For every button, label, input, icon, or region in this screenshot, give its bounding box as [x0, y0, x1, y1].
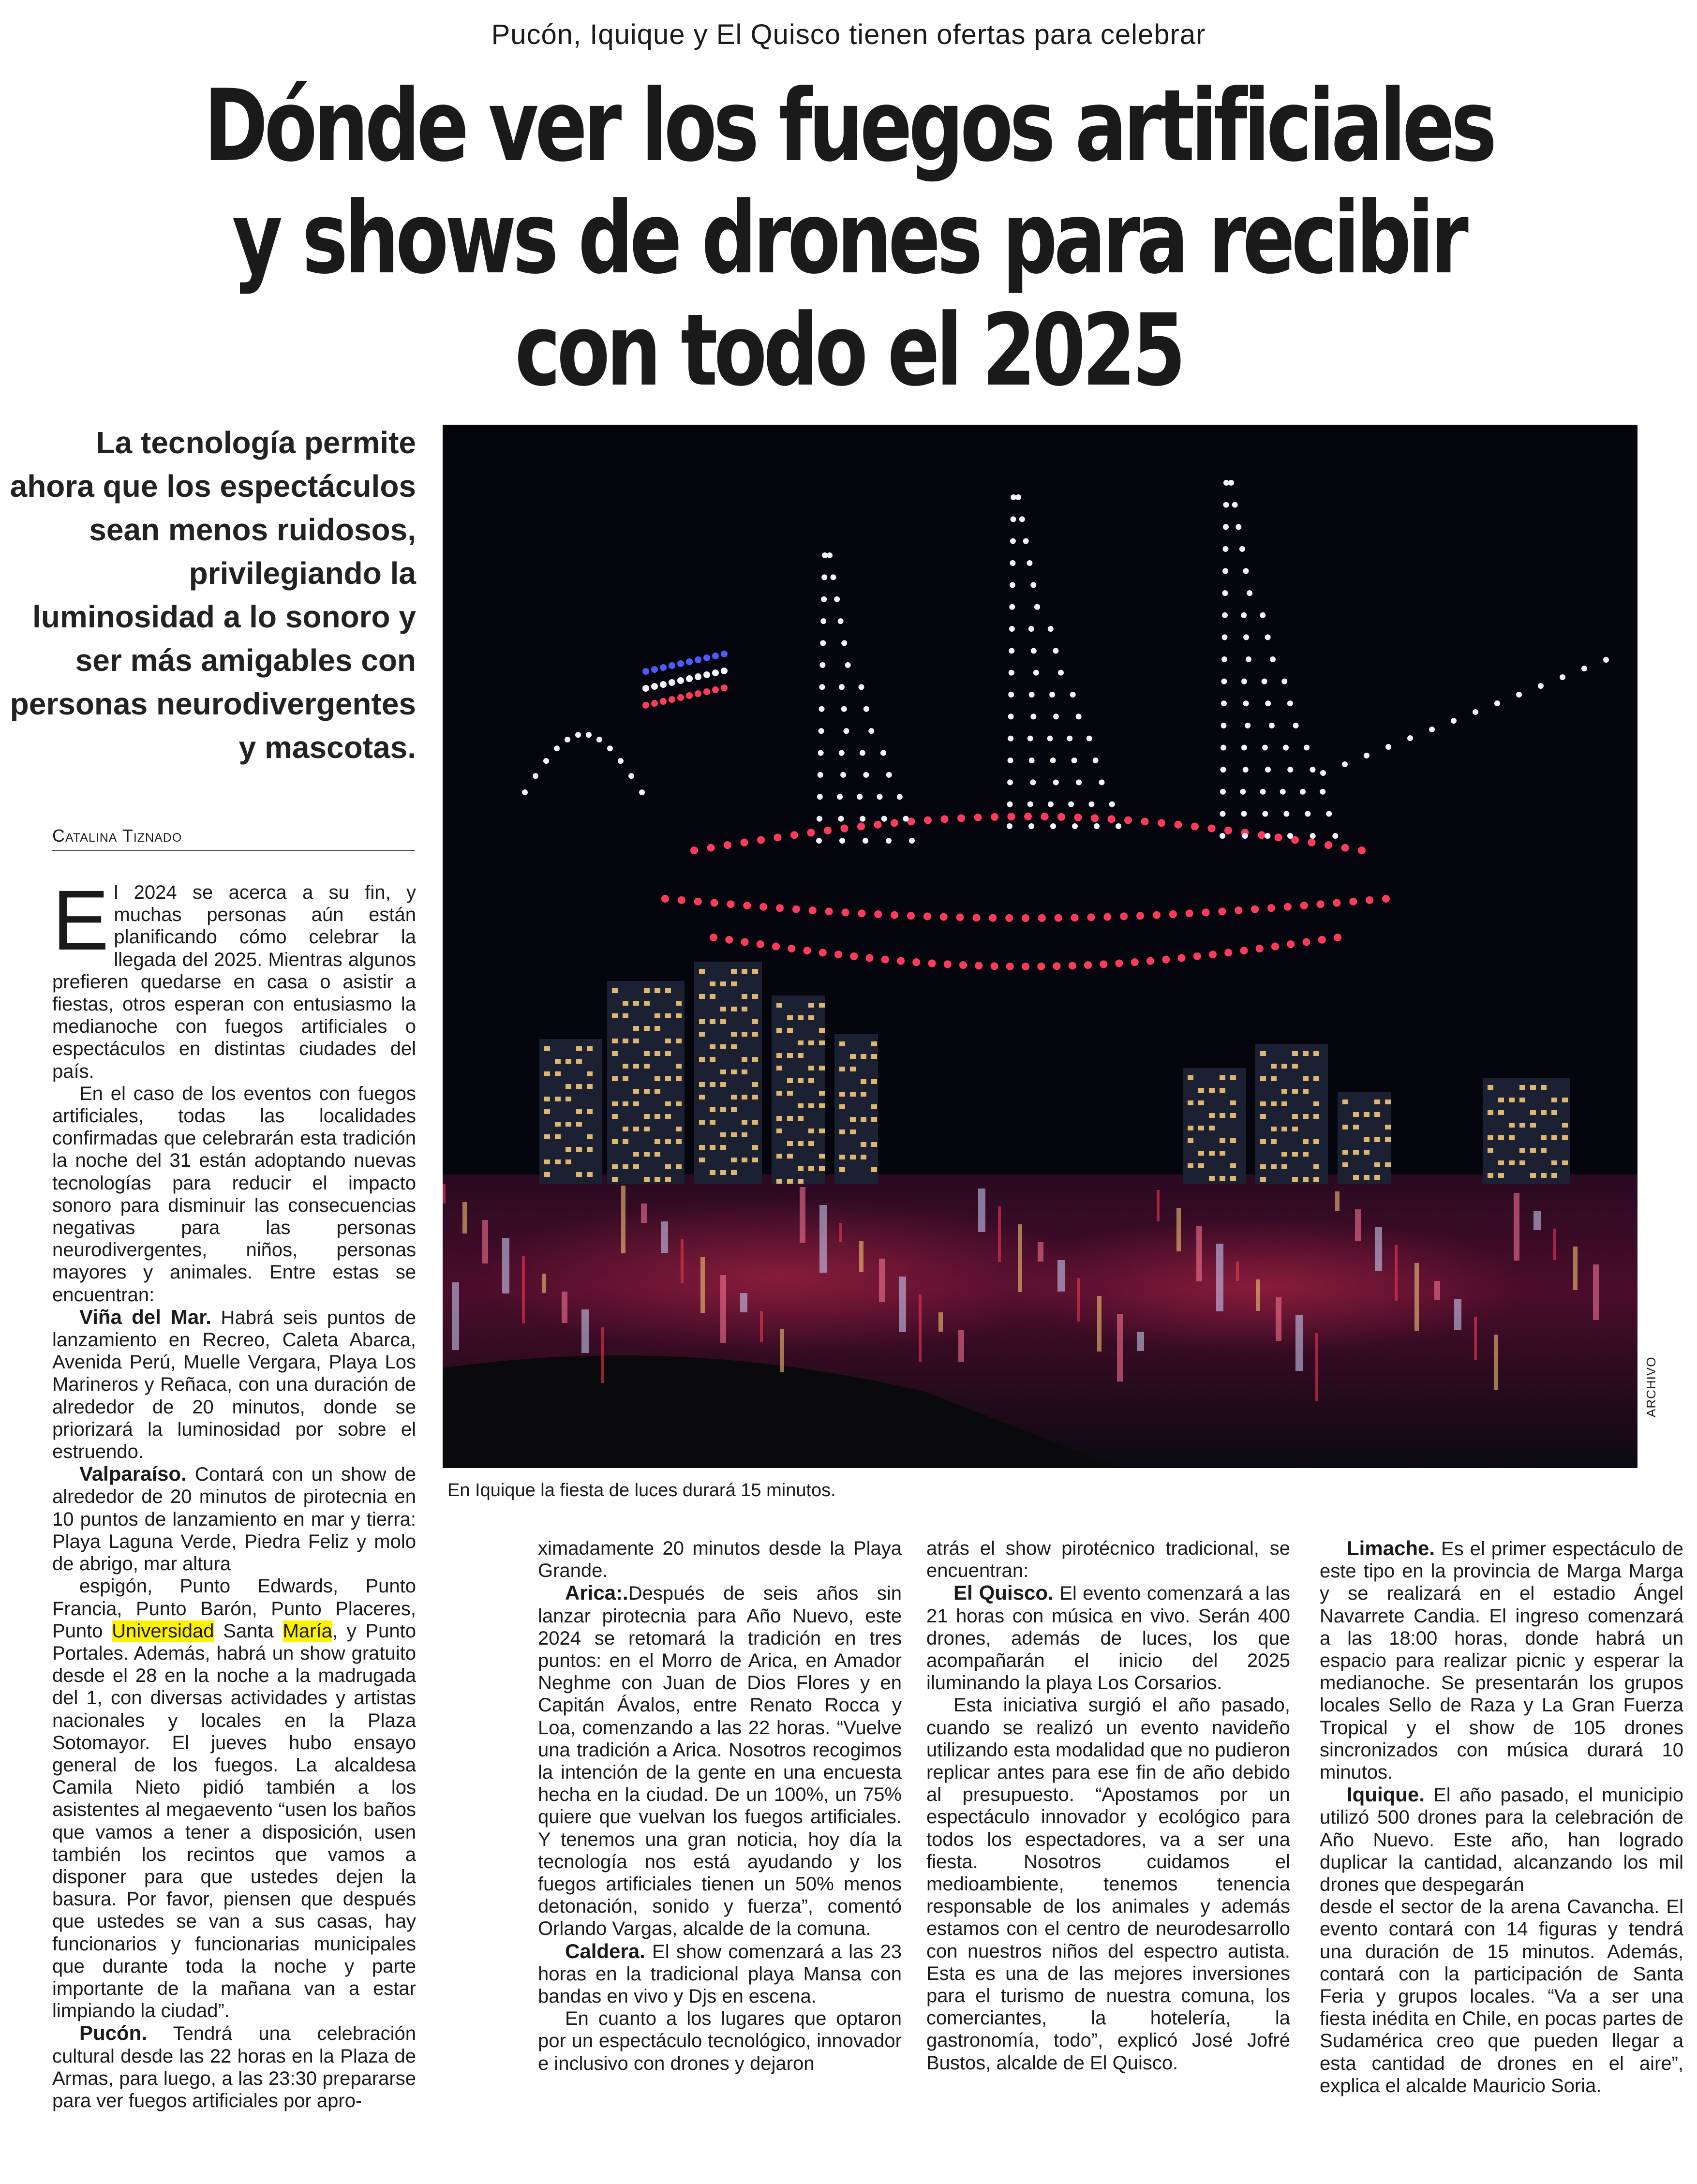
kicker: Pucón, Iquique y El Quisco tienen ofertas para celebrar [491, 19, 1206, 50]
photo-caption: En Iquique la fiesta de luces durará 15 minutos. [447, 1480, 836, 1501]
label-limache: Limache. [1347, 1537, 1435, 1560]
text-pucon: Tendrá una celebración cultural desde las 22 horas en la Plaza de Armas, para luego, a las 23:30 prepararse para ver fuegos artificiales por apro- [52, 2023, 416, 2111]
paragraph-el-quisco [926, 1582, 1290, 1694]
text-santa: Santa [223, 1620, 274, 1642]
author-name: Catalina Tiznado [52, 826, 182, 846]
label-valparaiso: Valparaíso. [79, 1462, 187, 1486]
intro-text: l 2024 se acerca a su fin, y muchas personas aún están planificando cómo celebrar la llegada del 2025. Mientras algunos prefieren quedarse en casa o asistir a fiestas, otros esperan con entusiasmo la medianoche con fuegos artificiales o espectáculos en distintas ciudades del país. [52, 882, 416, 1082]
text-valparaiso: Contará con un show de alrededor de 20 minutos de pirotecnia en 10 puntos de lanzamiento en mar y tierra: Playa Laguna Verde, Piedra Feliz y molo de abrigo, mar altura [52, 1464, 416, 1575]
paragraph-cont: desde el sector de la arena Cavancha. El evento contará con 14 figuras y tendrá una duración de 15 minutos. Además, contará con la participación de Santa Feria y grupos locales. “Va a ser una fiesta inédita en Chile, en pocas partes de Sudamérica creo que pueden llegar a esta cantidad de drones en el aire”, explica el alcalde Mauricio Soria. [1320, 1896, 1683, 2096]
column-3 [926, 1537, 1290, 2074]
paragraph-limache [1320, 1537, 1683, 1783]
paragraph-cont: ximadamente 20 minutos desde la Playa Grande. [538, 1538, 902, 1582]
headline-line-3: con todo el 2025 [515, 293, 1182, 408]
space [214, 1620, 223, 1642]
paragraph-cont: atrás el show pirotécnico tradicional, se encuentran: [926, 1538, 1290, 1582]
label-pucon: Pucón. [79, 2021, 148, 2045]
byline [52, 826, 415, 851]
text-puntos: espigón, Punto Edwards, Punto Francia, Punto Barón, Punto Placeres, Punto [52, 1575, 416, 1642]
text-iquique: El año pasado, el municipio utilizó 500 drones para la celebración de Año Nuevo. Este año, han logrado duplicar la cantidad, alcanzando los mil drones que despegarán [1320, 1784, 1683, 1896]
drone-ship-image [443, 425, 1637, 1468]
column-1 [52, 873, 417, 2112]
text-portales: , y Punto Portales. Además, habrá un show gratuito desde el 28 en la noche a la madrugada del 1, con diversas actividades y artistas nacionales y locales en la Plaza Sotomayor. El jueves hubo ensayo general de los fuegos. La alcaldesa Camila Nieto pidió también a los asistentes al megaevento “usen los baños que vamos a tener a disposición, usen también los recintos que vamos a disponer para que ustedes dejen la basura. Por favor, piensen que después que ustedes se van a sus casas, hay funcionarios y funcionarias municipales que durante toda la noche y parte importante de la mañana van a estar limpiando la ciudad”. [52, 1620, 416, 2022]
paragraph-iquique [1320, 1783, 1683, 1896]
intro-paragraph [52, 873, 416, 1083]
paragraph: Esta iniciativa surgió el año pasado, cuando se realizó un evento navideño utilizando esta modalidad que no pudieron replicar antes para ese fin de año debido al presupuesto. “Apostamos por un espectáculo innovador y ecológico para todos los espectadores, va a ser una fiesta. Nosotros cuidamos el medioambiente, tenemos tenencia responsable de los animales y además estamos con el centro de neurodesarrollo con nuestros niños del espectro autista. Esta es una de las mejores inversiones para el turismo de nuestra comuna, los comerciantes, la hotelería, la gastronomía, todo”, explicó José Jofré Bustos, alcalde de El Quisco. [926, 1694, 1290, 2074]
paragraph-caldera [538, 1940, 902, 2008]
paragraph-pucon [52, 2022, 416, 2112]
photo-credit: ARCHIVO [1644, 1356, 1658, 1417]
space [274, 1620, 283, 1642]
label-iquique: Iquique. [1347, 1783, 1425, 1806]
text-arica: Después de seis años sin lanzar pirotecnia para Año Nuevo, este 2024 se retomará la tradición en tres puntos: en el Morro de Arica, en Amador Neghme con Juan de Dios Flores y en Capitán Ávalos, entre Renato Rocca y Loa, comenzando a las 22 horas. “Vuelve una tradición a Arica. Nosotros recogimos la intención de la gente en una encuesta hecha en la ciudad. De un 100%, un 75% quiere que vuelvan los fuegos artificiales. Y tenemos una gran noticia, hoy día la tecnología nos está ayudando y los fuegos artificiales tienen un 50% menos detonación, sonido y fuerza”, comentó Orlando Vargas, alcalde de la comuna. [538, 1583, 902, 1940]
label-vina: Viña del Mar. [79, 1305, 211, 1328]
paragraph-valparaiso-cont [52, 1575, 416, 2022]
headline-line-1: Dónde ver los fuegos artificiales [204, 69, 1493, 184]
column-4 [1320, 1537, 1683, 2097]
label-arica: Arica:. [565, 1581, 628, 1605]
deck-summary: La tecnología permite ahora que los espectáculos sean menos ruidosos, privilegiando la luminosidad a lo sonoro y ser más amigables con personas neurodivergentes y mascotas. [10, 425, 416, 765]
text-limache: Es el primer espectáculo de este tipo en la provincia de Marga Marga y se realizará en el estadio Ángel Navarrete Candia. El ingreso comenzará a las 18:00 horas, donde habrá un espacio para realizar picnic y esperar la medianoche. Se presentarán los grupos locales Sello de Raza y La Gran Fuerza Tropical y el show de 105 drones sincronizados con música durará 10 minutos. [1320, 1538, 1683, 1783]
highlight-maria: María [283, 1620, 332, 1642]
highlight-universidad: Universidad [112, 1620, 214, 1642]
paragraph: En cuanto a los lugares que optaron por un espectáculo tecnológico, innovador e inclusivo con drones y dejaron [538, 2008, 902, 2074]
label-caldera: Caldera. [565, 1939, 645, 1962]
headline-line-2: y shows de drones para recibir [232, 181, 1465, 296]
paragraph-valparaiso [52, 1463, 416, 1575]
text-el-quisco: El evento comenzará a las 21 horas con música en vivo. Serán 400 drones, además de luces, los que acompañarán el inicio del 2025 iluminando la playa Los Corsarios. [926, 1583, 1291, 1694]
paragraph-vina [52, 1306, 416, 1463]
paragraph: En el caso de los eventos con fuegos artificiales, todas las localidades confirmadas que celebrarán esta tradición la noche del 31 están adoptando nuevas tecnologías para reducir el impacto sonoro para disminuir las consecuencias negativas para las personas neurodivergentes, niños, personas mayores y animales. Entre estas se encuentran: [52, 1083, 416, 1306]
column-2 [538, 1537, 902, 2075]
paragraph-arica [538, 1582, 902, 1940]
text-caldera: El show comenzará a las 23 horas en la tradicional playa Mansa con bandas en vivo y Djs en escena. [538, 1941, 902, 2007]
drop-cap: E [52, 873, 109, 968]
headline [0, 70, 1697, 407]
text-vina: Habrá seis puntos de lanzamiento en Recreo, Caleta Abarca, Avenida Perú, Muelle Vergara, Playa Los Marineros y Reñaca, con una duración de alrededor de 20 minutos, donde se priorizará la luminosidad por sobre el estruendo. [52, 1307, 417, 1463]
label-el-quisco: El Quisco. [953, 1581, 1054, 1605]
article-photo [443, 425, 1637, 1468]
